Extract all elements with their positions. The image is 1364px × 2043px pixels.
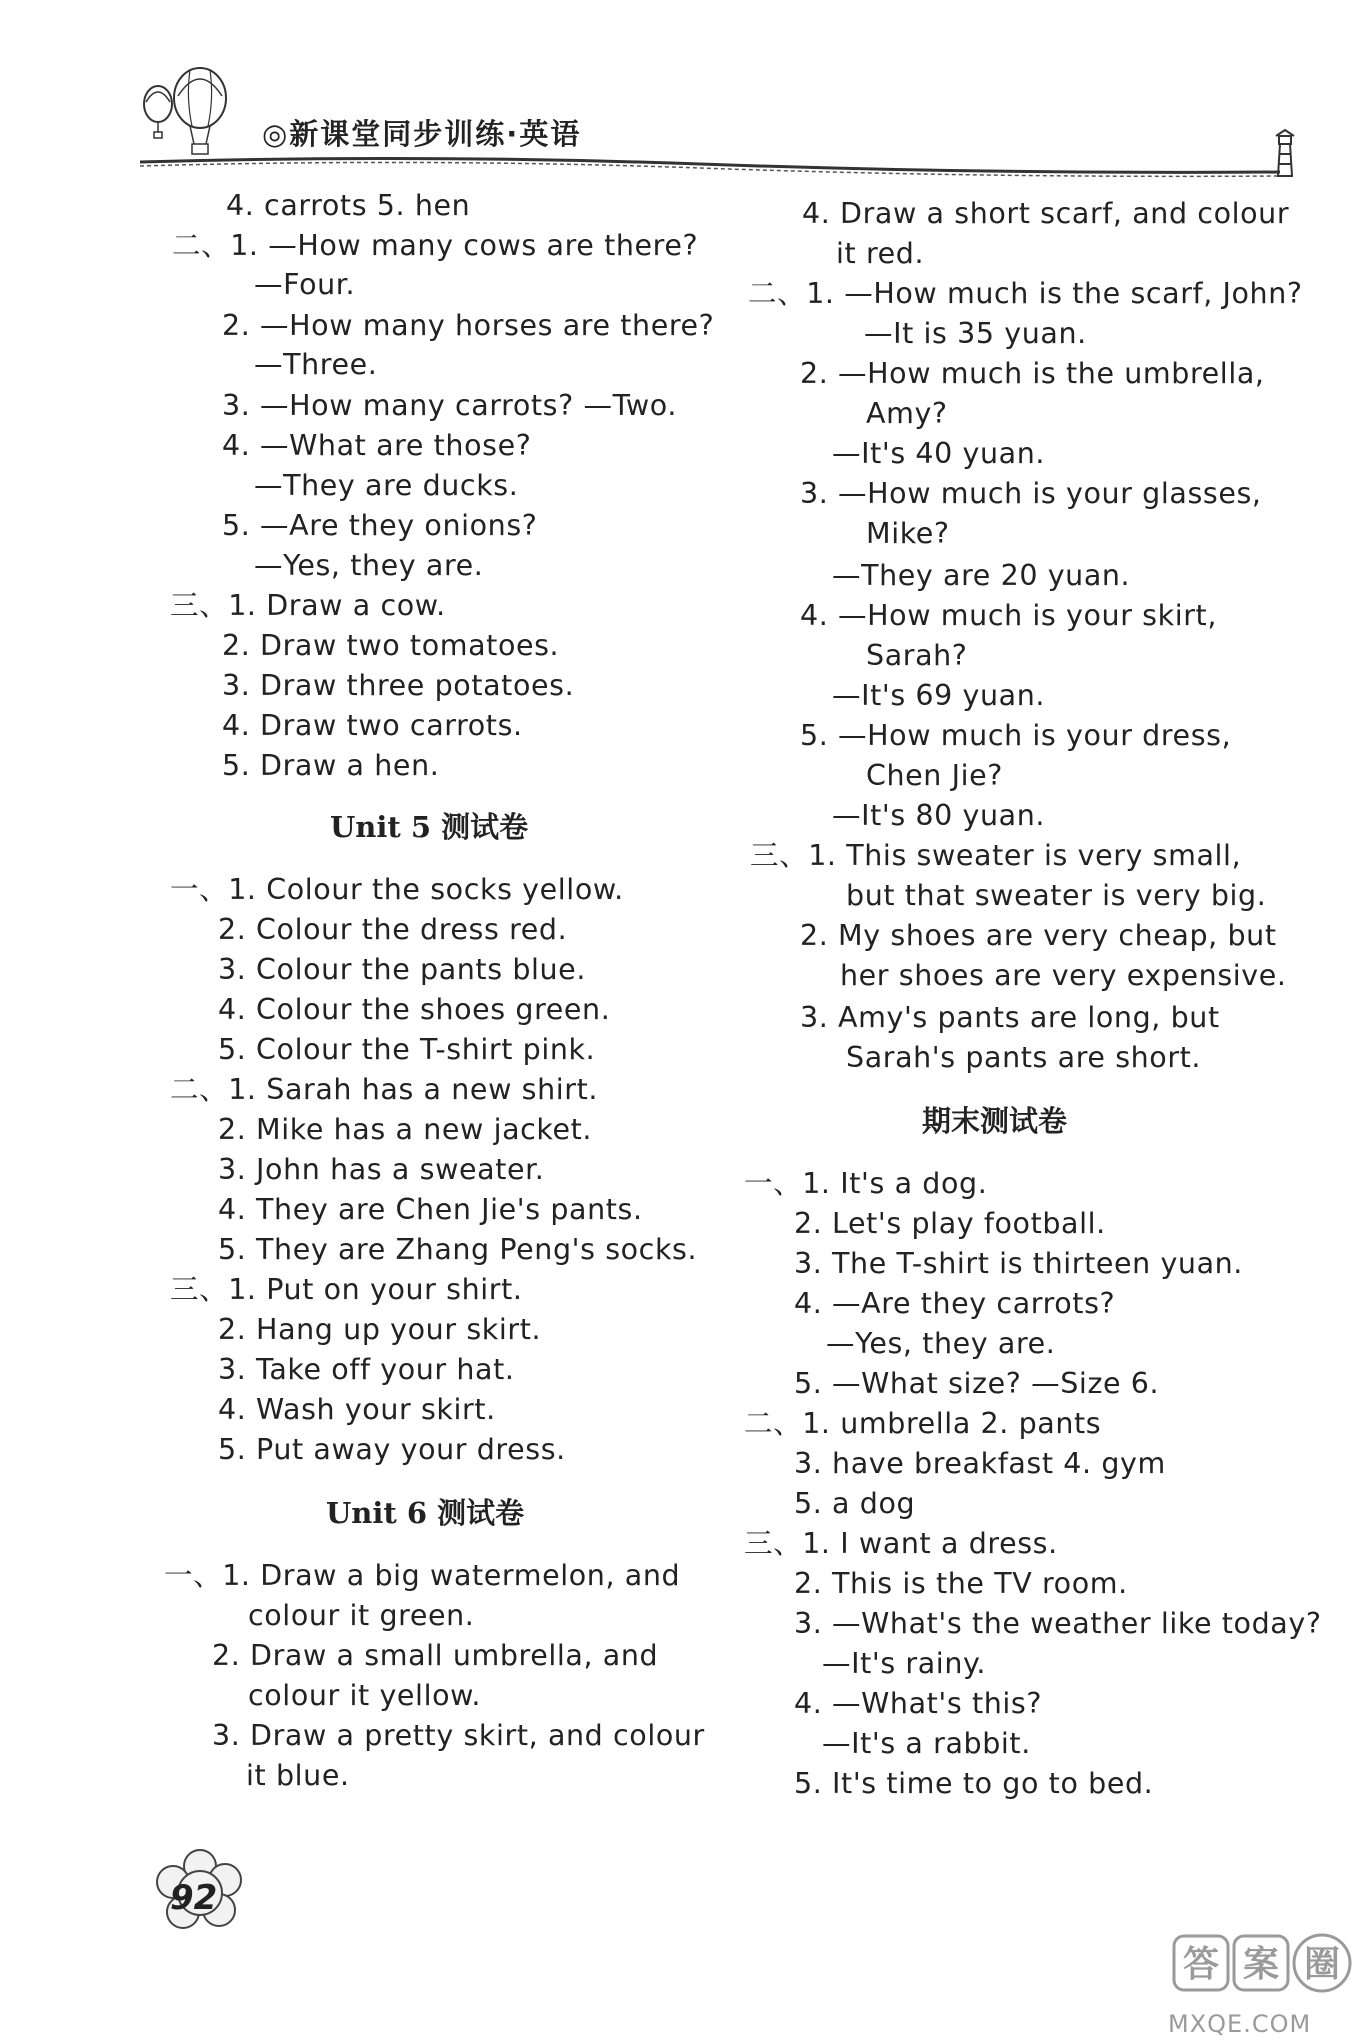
answer-line: 一、1. Colour the socks yellow. [170,873,624,906]
svg-text:案: 案 [1242,1944,1280,1985]
answer-line: 3. —What's the weather like today? [794,1607,1322,1640]
answer-line: 2. Mike has a new jacket. [218,1113,593,1146]
answer-line: it blue. [246,1759,350,1792]
answer-line: 2. Let's play football. [794,1207,1106,1240]
answer-line: colour it yellow. [248,1679,482,1712]
answer-line: 二、1. umbrella 2. pants [744,1407,1102,1440]
answer-line: 4. —What are those? [222,429,532,462]
answer-line: 5. Put away your dress. [218,1433,566,1466]
answer-line: 4. carrots 5. hen [226,189,471,222]
answer-line: 4. Draw a short scarf, and colour [802,197,1290,230]
answer-line: —Four. [254,268,356,301]
answer-line: 4. Colour the shoes green. [218,993,611,1026]
answer-line: 3. John has a sweater. [218,1153,545,1186]
answer-line: Amy? [866,397,948,430]
answer-line: 3. The T-shirt is thirteen yuan. [794,1247,1243,1280]
page-number: 92 [170,1878,218,1918]
section-heading-final-exam: 期末测试卷 [922,1104,1068,1138]
answer-line: 2. —How many horses are there? [222,309,715,342]
answer-line: 二、1. Sarah has a new shirt. [170,1073,599,1106]
answer-line: 3. Colour the pants blue. [218,953,586,986]
answer-line: Sarah's pants are short. [846,1041,1202,1074]
watermark-logo-answers-circle [1168,1930,1358,2010]
answer-line: —Yes, they are. [254,549,484,582]
answer-line: it red. [836,237,925,270]
answer-line: 2. Colour the dress red. [218,913,568,946]
answer-line: 5. —What size? —Size 6. [794,1367,1160,1400]
answer-line: —It's a rabbit. [822,1727,1031,1760]
answer-line: 2. Draw two tomatoes. [222,629,560,662]
answer-line: 3. Amy's pants are long, but [800,1001,1220,1034]
watermark-url: MXQE.COM [1168,2010,1312,2038]
answer-line: —It's 40 yuan. [832,437,1046,470]
hot-air-balloon-icon [130,62,240,162]
answer-line: 4. Draw two carrots. [222,709,523,742]
rope-divider-line [140,150,1280,180]
answer-line: 4. They are Chen Jie's pants. [218,1193,643,1226]
answer-line: 三、1. This sweater is very small, [750,839,1242,872]
lighthouse-icon [1270,128,1300,178]
answer-line: 4. —What's this? [794,1687,1043,1720]
page-header [0,0,1364,185]
answer-line: —Yes, they are. [826,1327,1056,1360]
answer-line: 三、1. I want a dress. [744,1527,1058,1560]
answer-line: 2. Hang up your skirt. [218,1313,542,1346]
answer-line: 二、1. —How many cows are there? [172,229,699,262]
svg-text:圈: 圈 [1303,1944,1341,1985]
answer-line: —They are ducks. [254,469,519,502]
answer-line: —It's 80 yuan. [832,799,1046,832]
answer-line: —They are 20 yuan. [832,559,1131,592]
answer-line: 5. —Are they onions? [222,509,538,542]
answer-line: 4. —How much is your skirt, [800,599,1217,632]
answer-line: Sarah? [866,639,968,672]
answer-line: 3. have breakfast 4. gym [794,1447,1166,1480]
answer-line: colour it green. [248,1599,475,1632]
answer-line: Chen Jie? [866,759,1004,792]
answer-line: 二、1. —How much is the scarf, John? [748,277,1303,310]
answer-line: —Three. [254,348,378,381]
answer-line: 2. My shoes are very cheap, but [800,919,1277,952]
answer-line: 4. —Are they carrots? [794,1287,1116,1320]
svg-text:答: 答 [1182,1944,1220,1985]
answer-line: 4. Wash your skirt. [218,1393,496,1426]
answer-line: —It is 35 yuan. [864,317,1087,350]
section-heading-unit5: Unit 5 测试卷 [330,810,529,844]
answer-line: 5. It's time to go to bed. [794,1767,1154,1800]
answer-line: 一、1. Draw a big watermelon, and [164,1559,681,1592]
answer-line: 3. —How much is your glasses, [800,477,1262,510]
answer-line: 5. a dog [794,1487,916,1520]
answer-line: 三、1. Put on your shirt. [170,1273,523,1306]
answer-line: 2. This is the TV room. [794,1567,1128,1600]
answer-line: Mike? [866,517,950,550]
answer-line: 3. Draw a pretty skirt, and colour [212,1719,705,1752]
answer-line: 三、1. Draw a cow. [170,589,446,622]
answer-line: 2. —How much is the umbrella, [800,357,1265,390]
answer-line: 5. Colour the T-shirt pink. [218,1033,596,1066]
answer-line: 2. Draw a small umbrella, and [212,1639,659,1672]
answer-line: 3. —How many carrots? —Two. [222,389,677,422]
answer-line: 一、1. It's a dog. [744,1167,988,1200]
answer-line: 5. They are Zhang Peng's socks. [218,1233,698,1266]
answer-line: —It's rainy. [822,1647,987,1680]
answer-line: 5. —How much is your dress, [800,719,1232,752]
answer-line: 3. Draw three potatoes. [222,669,575,702]
section-heading-unit6: Unit 6 测试卷 [326,1496,525,1530]
answer-line: 5. Draw a hen. [222,749,440,782]
book-series-title: ◎新课堂同步训练·英语 [262,117,582,151]
answer-line: —It's 69 yuan. [832,679,1046,712]
answer-line: 3. Take off your hat. [218,1353,515,1386]
answer-line: her shoes are very expensive. [840,959,1287,992]
answer-line: but that sweater is very big. [846,879,1267,912]
